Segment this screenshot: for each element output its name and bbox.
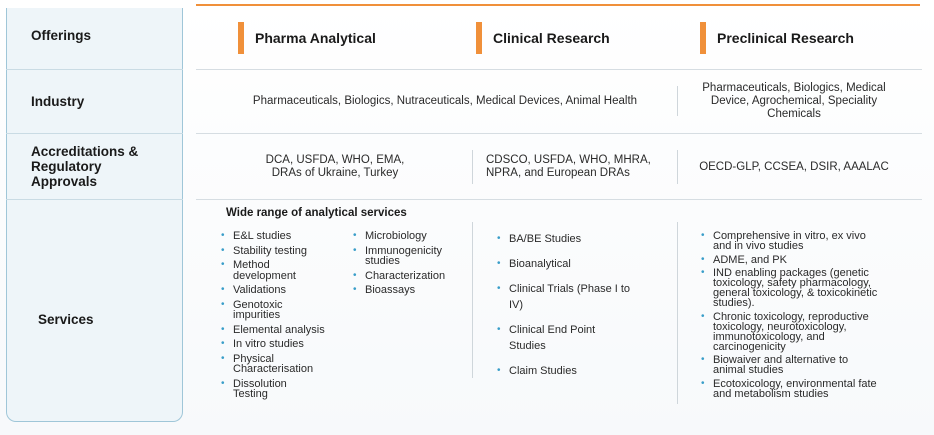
column-header-pharma (238, 22, 376, 54)
list-item-line: IND enabling packages (genetic (713, 267, 869, 279)
row-label-line: Regulatory (31, 159, 102, 174)
list-item-line: Validations (233, 284, 286, 296)
bullet-icon: • (353, 284, 357, 295)
list-item-line: Testing (233, 388, 268, 400)
list-item-line: Clinical Trials (Phase I to (509, 283, 631, 295)
list-item-line: Comprehensive in vitro, ex vivo (713, 230, 866, 242)
pharma-services-list-1 (218, 231, 348, 404)
row-label-panel (6, 8, 183, 422)
bullet-icon: • (497, 365, 501, 376)
bullet-icon: • (221, 230, 225, 241)
list-item-line: E&L studies (233, 230, 292, 242)
list-item-line: general toxicology, & toxicokinetic (713, 287, 878, 299)
bullet-icon: • (497, 233, 501, 244)
list-item-line: Elemental analysis (233, 323, 325, 336)
orange-bar-icon (700, 22, 706, 54)
bullet-icon: • (221, 352, 225, 364)
list-item (218, 354, 348, 375)
industry-pharma-clinical: Pharmaceuticals, Biologics, Nutraceuticals, Medical Devices, Animal Health (252, 95, 638, 107)
list-item-line: Claim Studies (509, 365, 577, 377)
bullet-icon: • (221, 377, 225, 389)
list-item-line: Bioassays (365, 284, 416, 296)
bullet-icon: • (221, 244, 225, 256)
list-item (494, 322, 664, 354)
list-item-line: Physical (233, 352, 274, 365)
bullet-icon: • (353, 269, 357, 281)
list-item-line: carcinogenicity (713, 340, 786, 353)
list-item (350, 231, 470, 242)
column-divider (677, 150, 678, 184)
list-item-line: animal studies (713, 364, 784, 376)
row-label-line: Accreditations & (31, 144, 139, 159)
list-item-line: Stability testing (233, 244, 307, 257)
row-label-accreditations (31, 144, 138, 189)
bullet-icon: • (497, 258, 501, 269)
list-item-line: Dissolution (233, 377, 287, 390)
bullet-icon: • (353, 244, 357, 256)
top-accent-rule (196, 4, 920, 6)
list-item-line: and in vivo studies (713, 240, 804, 252)
column-divider (472, 222, 473, 378)
bullet-icon: • (353, 230, 357, 241)
list-item (218, 231, 348, 242)
list-item (218, 246, 348, 257)
industry-preclinical (684, 82, 904, 121)
list-item-line: Characterisation (233, 363, 314, 375)
list-item (218, 285, 348, 296)
list-item-line: Bioanalytical (509, 258, 571, 270)
list-item-line: Clinical End Point (509, 324, 596, 336)
list-item (494, 256, 664, 272)
bullet-icon: • (221, 338, 225, 349)
list-item (698, 268, 918, 308)
list-item-line: In vitro studies (233, 338, 304, 350)
list-item-line: and metabolism studies (713, 387, 829, 400)
pharma-services-list-2 (350, 231, 470, 300)
clinical-services-list (494, 231, 664, 388)
list-item-line: Genotoxic (233, 298, 283, 311)
cell-line: DCA, USFDA, WHO, EMA, (265, 154, 405, 166)
list-item (350, 246, 470, 267)
list-item-line: development (233, 269, 296, 282)
list-item-line: immunotoxicology, and (713, 330, 825, 343)
column-divider (677, 222, 678, 404)
column-header-clinical (476, 22, 610, 54)
row-label-industry: Industry (31, 94, 85, 109)
list-item-line: Immunogenicity (365, 244, 443, 257)
column-header-label: Preclinical Research (717, 30, 854, 46)
orange-bar-icon (238, 22, 244, 54)
cell-line: Chemicals (767, 108, 821, 120)
bullet-icon: • (701, 377, 705, 389)
label-divider (6, 199, 183, 200)
list-item (350, 271, 470, 282)
column-header-label: Clinical Research (493, 30, 610, 46)
list-item-line: studies (365, 255, 400, 267)
row-divider (196, 133, 922, 134)
list-item (494, 363, 664, 379)
column-header-label: Pharma Analytical (255, 30, 376, 46)
list-item-line: Method (233, 259, 270, 271)
list-item (218, 325, 348, 336)
list-item (698, 231, 918, 251)
preclinical-services-list (698, 231, 918, 402)
list-item (698, 312, 918, 352)
list-item (350, 285, 470, 296)
list-item (698, 255, 918, 265)
list-item (494, 281, 664, 313)
list-item (698, 379, 918, 399)
label-divider (6, 69, 183, 70)
orange-bar-icon (476, 22, 482, 54)
bullet-icon: • (497, 283, 501, 294)
label-divider (6, 133, 183, 134)
row-divider (196, 199, 922, 200)
bullet-icon: • (221, 323, 225, 335)
list-item-line: Chronic toxicology, reproductive (713, 310, 869, 323)
list-item-line: Ecotoxicology, environmental fate (713, 377, 877, 390)
list-item-line: BA/BE Studies (509, 233, 582, 245)
list-item-line: impurities (233, 309, 281, 321)
list-item (494, 231, 664, 247)
bullet-icon: • (701, 253, 705, 265)
list-item-line: toxicology, safety pharmacology, (713, 277, 871, 289)
cell-line: Device, Agrochemical, Speciality (710, 95, 878, 107)
row-label-services: Services (38, 312, 94, 327)
list-item-line: toxicology, neurotoxicology, (713, 320, 847, 333)
accreditations-pharma (240, 154, 430, 180)
column-header-preclinical (700, 22, 854, 54)
bullet-icon: • (221, 298, 225, 310)
accreditations-preclinical: OECD-GLP, CCSEA, DSIR, AAALAC (699, 161, 889, 173)
bullet-icon: • (221, 259, 225, 270)
services-title: Wide range of analytical services (226, 207, 407, 219)
column-divider (677, 86, 678, 116)
row-label-line: Approvals (31, 174, 98, 189)
list-item-line: Studies (509, 340, 546, 352)
row-divider (196, 69, 922, 70)
list-item-line: ADME, and PK (713, 253, 787, 266)
bullet-icon: • (497, 324, 501, 335)
accreditations-clinical (478, 154, 658, 180)
cell-line: CDSCO, USFDA, WHO, MHRA, (486, 154, 651, 166)
list-item (698, 355, 918, 375)
list-item-line: Microbiology (365, 230, 427, 242)
cell-line: Pharmaceuticals, Biologics, Medical (702, 82, 886, 94)
list-item-line: Biowaiver and alternative to (713, 354, 849, 366)
row-label-offerings: Offerings (31, 28, 92, 43)
list-item-line: studies). (713, 297, 755, 309)
bullet-icon: • (701, 230, 705, 241)
bullet-icon: • (701, 267, 705, 278)
list-item-line: IV) (509, 299, 524, 311)
list-item (218, 300, 348, 321)
bullet-icon: • (701, 310, 705, 322)
cell-line: NPRA, and European DRAs (486, 167, 630, 179)
cell-line: DRAs of Ukraine, Turkey (271, 167, 399, 179)
bullet-icon: • (221, 284, 225, 295)
column-divider (472, 150, 473, 184)
bullet-icon: • (701, 354, 705, 365)
list-item (218, 339, 348, 350)
list-item (218, 379, 348, 400)
list-item (218, 260, 348, 281)
list-item-line: Characterization (365, 269, 446, 282)
